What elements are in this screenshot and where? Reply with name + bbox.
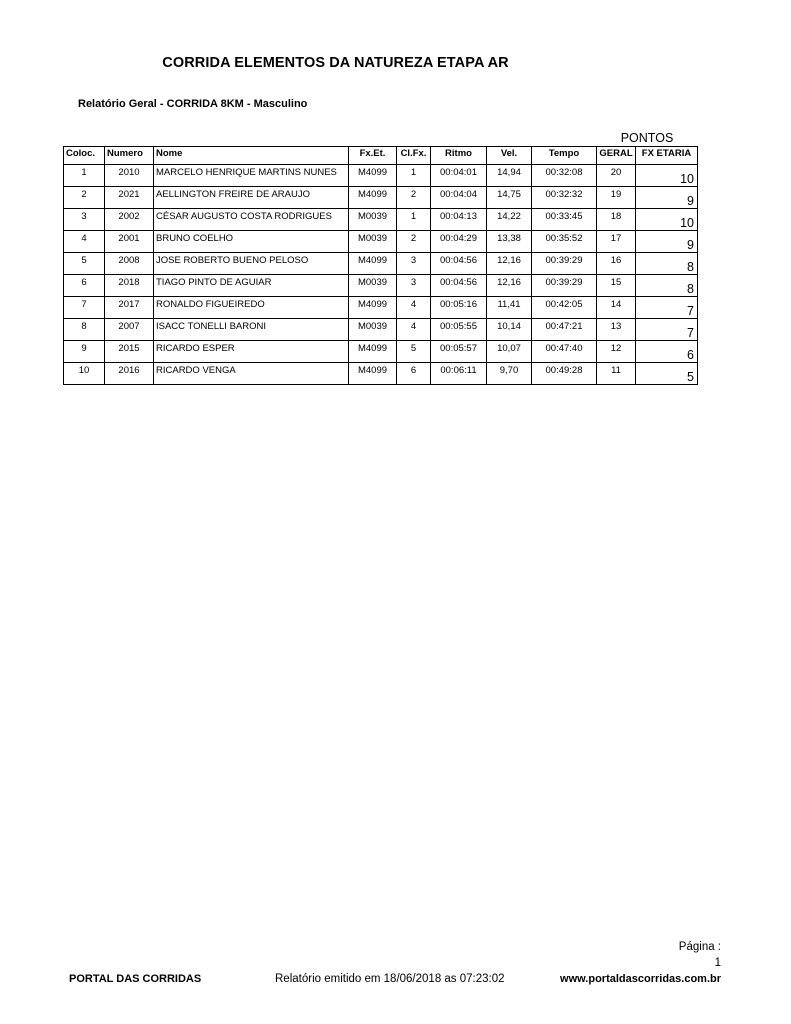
cell-coloc: 10 [64,363,105,385]
cell-fx-et: M4099 [349,187,397,209]
cell-fx-et: M4099 [349,341,397,363]
cell-geral: 14 [597,297,636,319]
points-group-label: PONTOS [620,131,674,145]
header-vel: Vel. [487,147,532,165]
cell-tempo: 00:42:05 [532,297,597,319]
header-coloc: Coloc. [64,147,105,165]
header-numero: Numero [105,147,154,165]
cell-numero: 2016 [105,363,154,385]
cell-fx-et: M0039 [349,275,397,297]
table-row [64,297,698,319]
header-geral: GERAL [597,147,636,165]
cell-coloc: 6 [64,275,105,297]
cell-coloc: 1 [64,165,105,187]
cell-geral: 13 [597,319,636,341]
cell-vel: 12,16 [487,275,532,297]
cell-fx-etaria: 10 [636,165,698,187]
table-row [64,341,698,363]
cell-fx-etaria: 10 [636,209,698,231]
header-ritmo: Ritmo [431,147,487,165]
cell-cl-fx: 2 [397,187,431,209]
cell-tempo: 00:35:52 [532,231,597,253]
header-nome: Nome [154,147,349,165]
cell-fx-et: M4099 [349,165,397,187]
cell-nome: BRUNO COELHO [154,231,349,253]
cell-ritmo: 00:04:56 [431,253,487,275]
cell-fx-etaria: 5 [636,363,698,385]
cell-vel: 10,14 [487,319,532,341]
cell-geral: 12 [597,341,636,363]
cell-numero: 2008 [105,253,154,275]
page-number: 1 [714,957,721,969]
cell-nome: CÉSAR AUGUSTO COSTA RODRIGUES [154,209,349,231]
cell-coloc: 8 [64,319,105,341]
cell-fx-etaria: 8 [636,275,698,297]
table-header-row [64,147,698,165]
cell-ritmo: 00:04:01 [431,165,487,187]
report-subtitle: Relatório Geral - CORRIDA 8KM - Masculino [78,98,308,110]
table-row [64,165,698,187]
cell-vel: 14,94 [487,165,532,187]
footer-issued-at: Relatório emitido em 18/06/2018 as 07:23:02 [275,973,505,985]
cell-numero: 2007 [105,319,154,341]
cell-vel: 11,41 [487,297,532,319]
cell-coloc: 7 [64,297,105,319]
table-row [64,253,698,275]
cell-ritmo: 00:05:55 [431,319,487,341]
cell-cl-fx: 1 [397,209,431,231]
cell-nome: ISACC TONELLI BARONI [154,319,349,341]
cell-nome: RICARDO VENGA [154,363,349,385]
cell-tempo: 00:49:28 [532,363,597,385]
cell-coloc: 9 [64,341,105,363]
cell-ritmo: 00:04:29 [431,231,487,253]
cell-fx-et: M4099 [349,363,397,385]
cell-geral: 18 [597,209,636,231]
cell-ritmo: 00:05:57 [431,341,487,363]
cell-fx-etaria: 6 [636,341,698,363]
cell-ritmo: 00:04:56 [431,275,487,297]
cell-ritmo: 00:04:04 [431,187,487,209]
cell-coloc: 3 [64,209,105,231]
cell-tempo: 00:47:40 [532,341,597,363]
cell-geral: 19 [597,187,636,209]
cell-fx-et: M4099 [349,253,397,275]
cell-vel: 12,16 [487,253,532,275]
cell-coloc: 4 [64,231,105,253]
cell-tempo: 00:32:32 [532,187,597,209]
table-row [64,275,698,297]
cell-fx-etaria: 9 [636,231,698,253]
cell-geral: 16 [597,253,636,275]
cell-numero: 2002 [105,209,154,231]
cell-geral: 20 [597,165,636,187]
cell-numero: 2010 [105,165,154,187]
footer-website: www.portaldascorridas.com.br [560,973,721,985]
cell-fx-etaria: 8 [636,253,698,275]
page-label: Página : [678,941,721,953]
cell-fx-etaria: 7 [636,319,698,341]
cell-ritmo: 00:06:11 [431,363,487,385]
table-row [64,187,698,209]
cell-numero: 2015 [105,341,154,363]
cell-fx-etaria: 7 [636,297,698,319]
header-cl-fx: Cl.Fx. [397,147,431,165]
cell-cl-fx: 4 [397,297,431,319]
table-row [64,231,698,253]
cell-nome: TIAGO PINTO DE AGUIAR [154,275,349,297]
cell-cl-fx: 2 [397,231,431,253]
cell-tempo: 00:33:45 [532,209,597,231]
cell-numero: 2017 [105,297,154,319]
cell-cl-fx: 3 [397,275,431,297]
cell-vel: 10,07 [487,341,532,363]
cell-nome: MARCELO HENRIQUE MARTINS NUNES [154,165,349,187]
cell-cl-fx: 5 [397,341,431,363]
cell-coloc: 5 [64,253,105,275]
table-row [64,209,698,231]
footer-brand: PORTAL DAS CORRIDAS [69,973,202,985]
cell-nome: JOSE ROBERTO BUENO PELOSO [154,253,349,275]
cell-vel: 9,70 [487,363,532,385]
cell-fx-et: M0039 [349,231,397,253]
cell-tempo: 00:39:29 [532,275,597,297]
header-fx-etaria: FX ETARIA [636,147,698,165]
cell-numero: 2001 [105,231,154,253]
cell-geral: 11 [597,363,636,385]
cell-geral: 17 [597,231,636,253]
results-table [63,146,698,385]
cell-cl-fx: 3 [397,253,431,275]
cell-fx-et: M0039 [349,209,397,231]
cell-fx-et: M4099 [349,297,397,319]
cell-numero: 2021 [105,187,154,209]
cell-vel: 13,38 [487,231,532,253]
cell-geral: 15 [597,275,636,297]
header-fx-et: Fx.Et. [349,147,397,165]
cell-ritmo: 00:05:16 [431,297,487,319]
cell-ritmo: 00:04:13 [431,209,487,231]
header-tempo: Tempo [532,147,597,165]
cell-fx-et: M0039 [349,319,397,341]
cell-tempo: 00:47:21 [532,319,597,341]
cell-nome: RONALDO FIGUEIREDO [154,297,349,319]
cell-tempo: 00:32:08 [532,165,597,187]
cell-nome: RICARDO ESPER [154,341,349,363]
cell-nome: AELLINGTON FREIRE DE ARAUJO [154,187,349,209]
table-row [64,363,698,385]
cell-coloc: 2 [64,187,105,209]
cell-cl-fx: 6 [397,363,431,385]
cell-fx-etaria: 9 [636,187,698,209]
cell-vel: 14,22 [487,209,532,231]
cell-vel: 14,75 [487,187,532,209]
cell-cl-fx: 1 [397,165,431,187]
cell-numero: 2018 [105,275,154,297]
cell-tempo: 00:39:29 [532,253,597,275]
table-row [64,319,698,341]
cell-cl-fx: 4 [397,319,431,341]
page-title: CORRIDA ELEMENTOS DA NATUREZA ETAPA AR [162,55,509,71]
results-body [64,165,698,385]
